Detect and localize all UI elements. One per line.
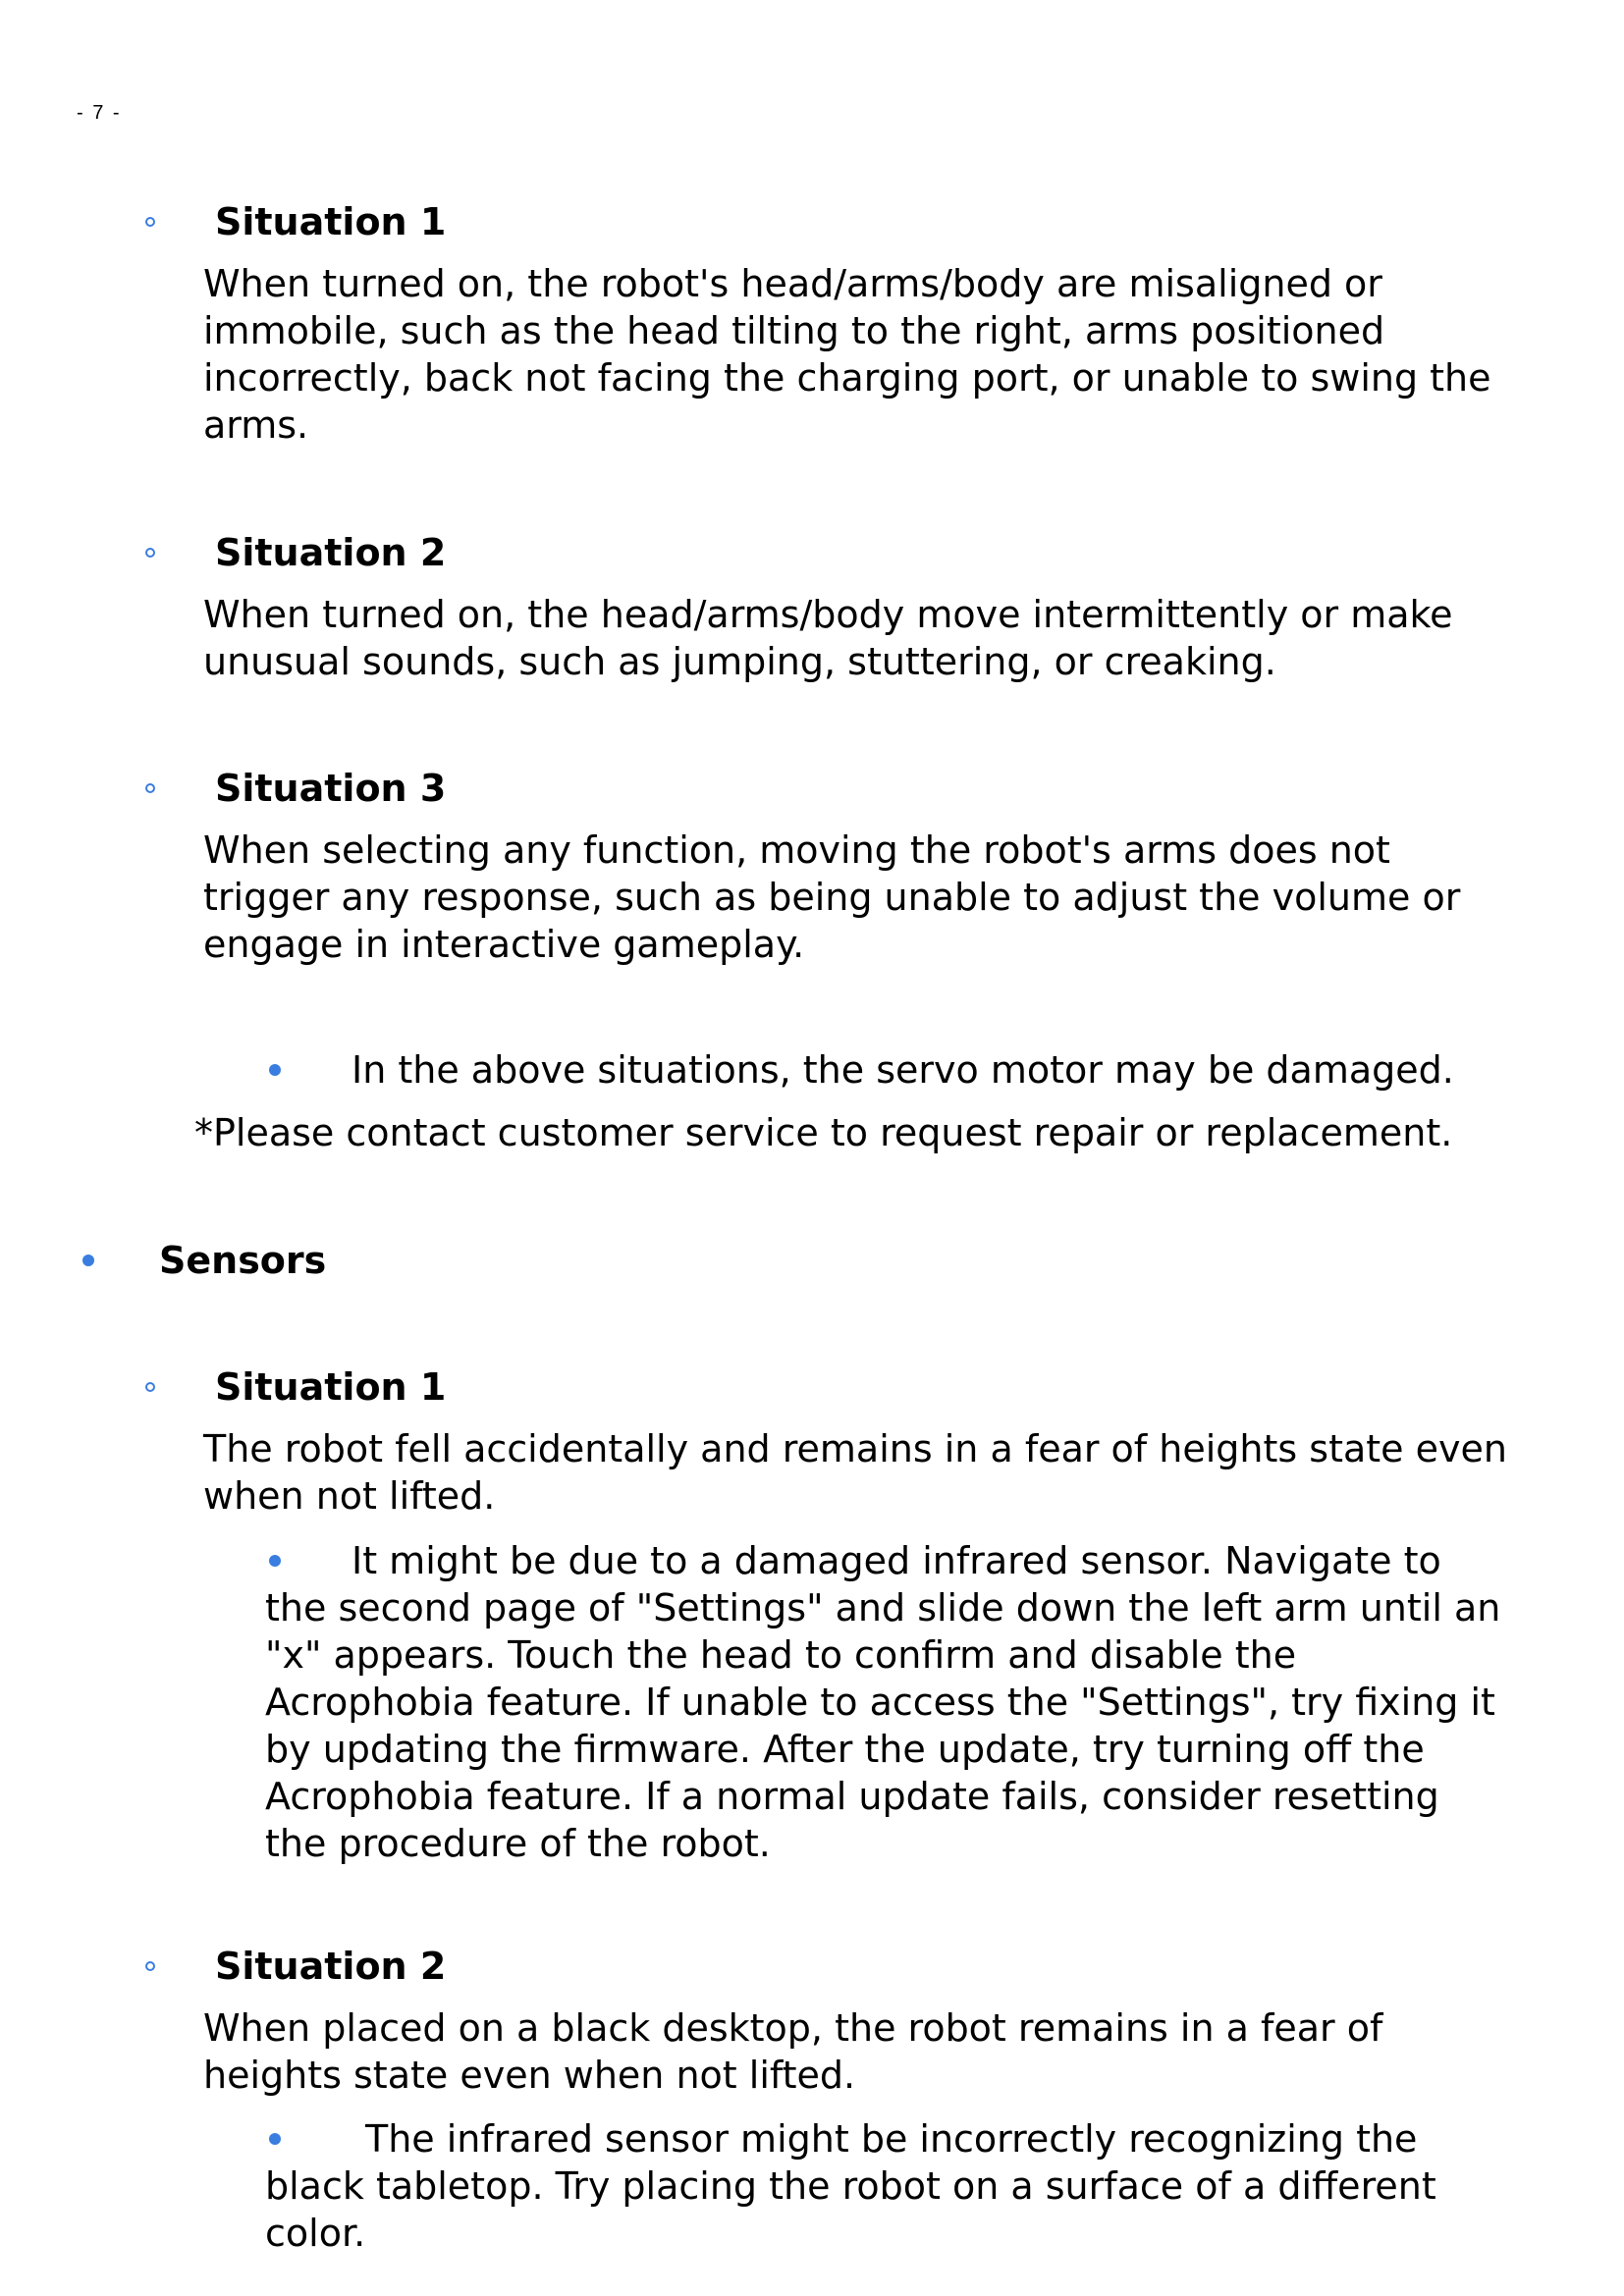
text-line: color. [265,2212,366,2255]
text-line: Acrophobia feature. If a normal update fails, consider resetting [265,1775,1439,1818]
servo-situation-2-title: Situation 2 [215,531,447,574]
circle-bullet-icon [145,217,155,227]
sensors-situation-2-description [203,2004,1382,2099]
text-line: When turned on, the head/arms/body move intermittently or make [203,593,1453,636]
text-line: the second page of "Settings" and slide down the left arm until an [265,1586,1501,1629]
sensors-situation-1-title: Situation 1 [215,1365,447,1409]
sensors-situation-1-description [203,1425,1507,1520]
servo-situation-3-title: Situation 3 [215,767,447,810]
sensors-situation-2-tip [265,2115,1436,2257]
circle-bullet-icon [145,783,155,793]
servo-situation-2-description [203,591,1453,685]
dot-bullet-icon [269,1064,281,1076]
sensors-situation-1-tip [265,1537,1500,1867]
text-line: incorrectly, back not facing the charging port, or unable to swing the [203,356,1491,400]
circle-bullet-icon [145,1382,155,1392]
servo-situation-3-description [203,827,1460,968]
text-line: arms. [203,403,309,447]
text-line: the procedure of the robot. [265,1822,771,1865]
servo-situation-1-description [203,260,1491,449]
circle-bullet-icon [145,1961,155,1971]
text-line: immobile, such as the head tilting to the right, arms positioned [203,309,1385,352]
dot-bullet-icon [82,1255,94,1266]
sensors-section-title: Sensors [159,1239,327,1282]
page-number: - 7 - [77,102,122,124]
text-line: When turned on, the robot's head/arms/body are misaligned or [203,262,1382,305]
text-line: It might be due to a damaged infrared sensor. Navigate to [352,1539,1441,1582]
sensors-situation-2-title: Situation 2 [215,1945,447,1988]
text-line: The robot fell accidentally and remains in a fear of heights state even [203,1427,1507,1470]
text-line: engage in interactive gameplay. [203,923,805,966]
text-line: The infrared sensor might be incorrectly recognizing the [365,2117,1418,2161]
contact-service-note: *Please contact customer service to request repair or replacement. [194,1111,1453,1154]
servo-situation-1-title: Situation 1 [215,200,447,243]
text-line: heights state even when not lifted. [203,2054,856,2097]
text-line: "x" appears. Touch the head to confirm and disable the [265,1633,1297,1677]
circle-bullet-icon [145,548,155,558]
text-line: unusual sounds, such as jumping, stuttering, or creaking. [203,640,1276,683]
text-line: When placed on a black desktop, the robot remains in a fear of [203,2006,1383,2050]
text-line: black tabletop. Try placing the robot on a surface of a different [265,2164,1436,2208]
text-line: trigger any response, such as being unable to adjust the volume or [203,876,1461,919]
text-line: When selecting any function, moving the robot's arms does not [203,828,1390,872]
text-line: Acrophobia feature. If unable to access the "Settings", try fixing it [265,1681,1495,1724]
text-line: when not lifted. [203,1474,496,1518]
servo-damage-note: In the above situations, the servo motor may be damaged. [352,1048,1454,1092]
text-line: by updating the firmware. After the update, try turning off the [265,1728,1425,1771]
